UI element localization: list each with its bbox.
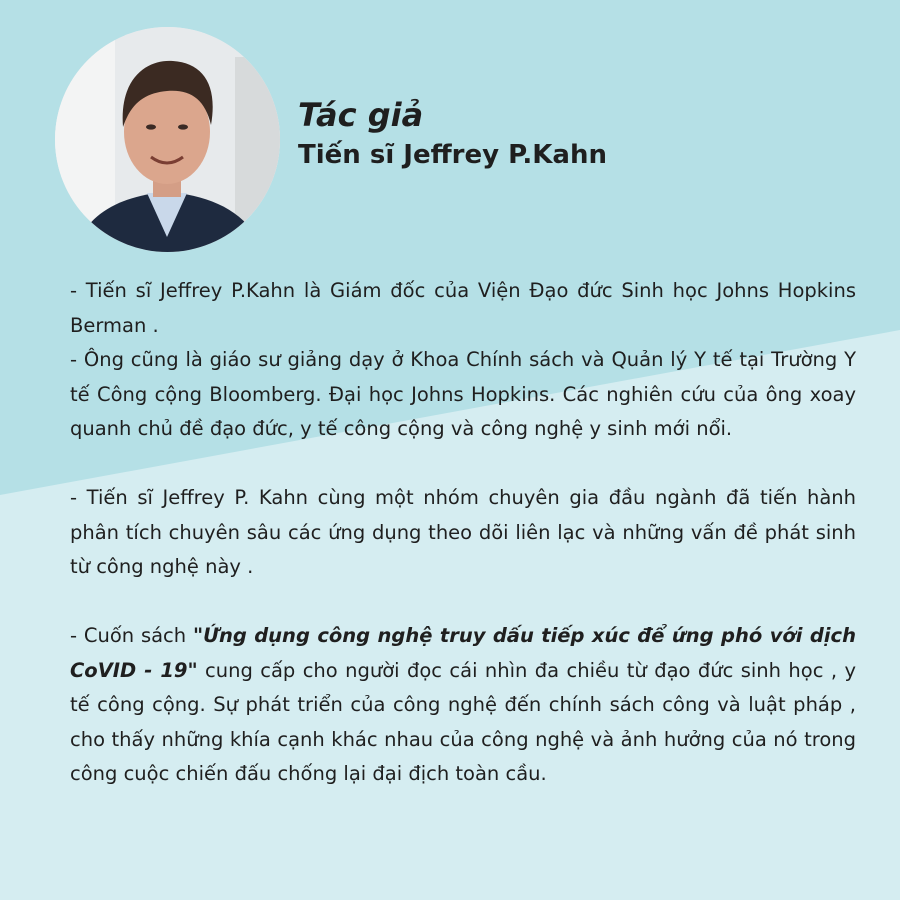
- author-bio: [70, 274, 856, 792]
- bio-paragraph-1: - Tiến sĩ Jeffrey P.Kahn là Giám đốc của Viện Đạo đức Sinh học Johns Hopkins Berman .: [70, 279, 856, 337]
- bio-paragraph-4: [70, 619, 856, 792]
- author-header: [298, 95, 607, 173]
- author-role: Tác giả: [298, 96, 424, 134]
- paragraph-gap: [70, 447, 856, 482]
- bio-paragraph-3: - Tiến sĩ Jeffrey P. Kahn cùng một nhóm chuyên gia đầu ngành đã tiến hành phân tích chuyên sâu các ứng dụng theo dõi liên lạc và những vấn đề phát sinh từ công nghệ này .: [70, 486, 856, 578]
- author-portrait: [55, 27, 280, 252]
- book-description: cung cấp cho người đọc cái nhìn đa chiều từ đạo đức sinh học , y tế công cộng. Sự phát triển của công nghệ đến chính sách công và luật pháp , cho thấy những khía cạnh khác nhau của công nghệ và ảnh hưởng của nó trong công cuộc chiến đấu chống lại đại địch toàn cầu.: [70, 658, 856, 785]
- paragraph-gap: [70, 585, 856, 620]
- author-name: Tiến sĩ Jeffrey P.Kahn: [298, 140, 607, 170]
- bio-paragraph-2: - Ông cũng là giáo sư giảng dạy ở Khoa Chính sách và Quản lý Y tế tại Trường Y tế Công cộng Bloomberg. Đại học Johns Hopkins. Các nghiên cứu của ông xoay quanh chủ đề đạo đức, y tế công cộng và công nghệ y sinh mới nổi.: [70, 348, 856, 440]
- book-title: "Ứng dụng công nghệ truy dấu tiếp xúc để ứng phó với dịch CoVID - 19": [70, 624, 856, 682]
- book-intro: - Cuốn sách: [70, 624, 193, 647]
